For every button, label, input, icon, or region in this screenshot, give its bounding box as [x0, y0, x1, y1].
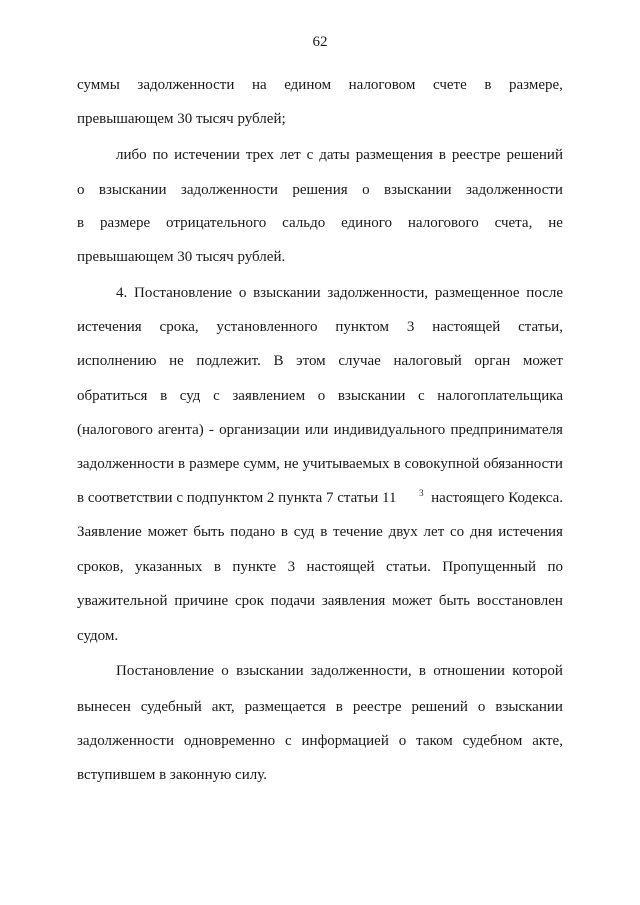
word: задолженности: [77, 456, 174, 472]
word: с: [213, 388, 220, 404]
word: истечения: [498, 524, 563, 540]
word: статьи.: [386, 559, 431, 575]
word: Постановление: [116, 663, 215, 679]
word: установленного: [216, 319, 318, 335]
word: даты: [319, 147, 350, 163]
word: размещенное: [434, 285, 520, 301]
word: взыскании: [495, 699, 563, 715]
word: счета,: [494, 215, 533, 231]
text-line: [77, 386, 563, 406]
word: вынесен: [77, 699, 131, 715]
word: решений: [411, 699, 468, 715]
word: Заявление: [77, 524, 142, 540]
word: задолженности: [465, 182, 563, 198]
word: задолженности: [137, 77, 235, 93]
word: настоящей: [306, 559, 375, 575]
word: в: [320, 524, 328, 540]
word: взыскании: [98, 182, 167, 198]
text-line: [116, 283, 563, 303]
word: по: [152, 147, 169, 163]
word: отношении: [433, 663, 505, 679]
word: быть: [438, 593, 471, 609]
word: срок: [234, 593, 264, 609]
text-line: [77, 351, 563, 371]
word: налоговом: [348, 77, 416, 93]
word: обратиться: [77, 388, 148, 404]
word: взыскании: [253, 285, 321, 301]
word: размере: [189, 456, 240, 472]
word: счете: [432, 77, 467, 93]
word: в: [393, 456, 401, 472]
word: с: [284, 733, 292, 749]
word: взыскании: [337, 388, 406, 404]
superscript: 3: [419, 488, 424, 498]
word: со: [450, 524, 465, 540]
word: учитываемых: [302, 456, 390, 472]
text-line: [77, 317, 563, 337]
word: налоговый: [393, 353, 462, 369]
text-line: [77, 697, 563, 717]
word: о: [317, 388, 326, 404]
word: истечении: [174, 147, 240, 163]
text-line: превышающем 30 тысяч рублей;: [77, 111, 286, 127]
word: лет: [279, 147, 301, 163]
word: на: [251, 77, 267, 93]
word: о: [477, 699, 486, 715]
word: В: [273, 353, 284, 369]
word: сумм,: [243, 456, 280, 472]
word: акте,: [532, 733, 563, 749]
word: которой: [512, 663, 563, 679]
word: Пропущенный: [442, 559, 537, 575]
word: указанных: [134, 559, 203, 575]
text-line: [77, 180, 563, 200]
word: Постановление: [134, 285, 233, 301]
word: в: [178, 456, 186, 472]
word: размещения: [355, 147, 433, 163]
word: в: [160, 388, 168, 404]
word: задолженности,: [310, 663, 412, 679]
word: в: [280, 524, 288, 540]
text-line: [77, 557, 563, 577]
word: размере: [99, 215, 151, 231]
word: заявлением: [232, 388, 306, 404]
word: единого: [341, 215, 393, 231]
word: о: [362, 182, 370, 198]
text-line: [77, 522, 563, 542]
word: (налогового: [77, 422, 153, 438]
word: судебный: [140, 699, 202, 715]
word: может: [522, 353, 563, 369]
word: этом: [296, 353, 326, 369]
word: настоящей: [432, 319, 501, 335]
word: совокупной: [404, 456, 480, 472]
word: подачи: [270, 593, 316, 609]
text-line: вступившем в законную силу.: [77, 767, 267, 783]
page-number: 62: [312, 34, 328, 50]
word: отрицательного: [166, 215, 267, 231]
word: быть: [193, 524, 225, 540]
word: организации: [219, 422, 300, 438]
word: о: [238, 285, 247, 301]
word: реестре: [352, 699, 402, 715]
word: в: [335, 699, 343, 715]
text-line: [116, 145, 563, 165]
word: индивидуального: [333, 422, 446, 438]
word: или: [304, 422, 329, 438]
text-line: [77, 731, 563, 751]
word: -: [208, 422, 214, 438]
word: сроков,: [77, 559, 124, 575]
word: акт,: [211, 699, 235, 715]
word: налогового: [407, 215, 479, 231]
word: взыскании: [236, 663, 304, 679]
word: о: [398, 733, 407, 749]
text-line: [116, 661, 563, 681]
text-line: [77, 591, 563, 611]
word: не: [283, 456, 299, 472]
word: размере,: [508, 77, 563, 93]
word: предпринимателя: [450, 422, 563, 438]
word: судебном: [462, 733, 523, 749]
word: сальдо: [282, 215, 326, 231]
word: заявления: [321, 593, 386, 609]
word: причине: [174, 593, 229, 609]
word: может: [147, 524, 188, 540]
text-line: [77, 75, 563, 95]
word: едином: [284, 77, 332, 93]
word: случае: [338, 353, 381, 369]
word: в: [77, 215, 85, 231]
word: течение: [333, 524, 383, 540]
word: пункте: [232, 559, 277, 575]
word: двух: [388, 524, 418, 540]
word: суд: [179, 388, 201, 404]
word: взыскании: [383, 182, 452, 198]
text-line-with-superscript: [77, 488, 563, 508]
word: трех: [245, 147, 275, 163]
word: дня: [469, 524, 493, 540]
word: с: [306, 147, 314, 163]
word: с: [418, 388, 425, 404]
word: задолженности: [77, 733, 174, 749]
word: после: [526, 285, 563, 301]
text-line: [77, 420, 563, 440]
word: обязанности: [483, 456, 563, 472]
word: подано: [230, 524, 276, 540]
word: задолженности: [180, 182, 278, 198]
word: размещается: [244, 699, 326, 715]
word: суд: [293, 524, 315, 540]
word: может: [392, 593, 433, 609]
word: 3: [406, 319, 415, 335]
text-line: [77, 454, 563, 474]
word: пунктом: [335, 319, 390, 335]
word: одновременно: [183, 733, 276, 749]
word: исполнению: [77, 353, 157, 369]
word: подлежит.: [196, 353, 261, 369]
word: по: [547, 559, 563, 575]
text-line: судом.: [77, 628, 119, 644]
word: восстановлен: [476, 593, 563, 609]
word: в: [418, 663, 426, 679]
word: информацией: [301, 733, 389, 749]
word: суммы: [77, 77, 120, 93]
word: решения: [292, 182, 348, 198]
text-line: [77, 213, 563, 233]
word: задолженности,: [327, 285, 429, 301]
line-tail: $^3$ настоящего Кодекса.: [419, 488, 563, 506]
word: о: [221, 663, 229, 679]
word: 3: [287, 559, 296, 575]
word: агента): [158, 422, 204, 438]
word: статьи,: [518, 319, 563, 335]
word: срока,: [159, 319, 199, 335]
word: решений: [506, 147, 563, 163]
text-line: превышающем 30 тысяч рублей.: [77, 249, 286, 265]
word: 4.: [116, 285, 128, 301]
word: либо: [116, 147, 147, 163]
word: о: [77, 182, 85, 198]
word: не: [169, 353, 184, 369]
word: налогоплательщика: [437, 388, 563, 404]
word: в: [484, 77, 492, 93]
word: не: [548, 215, 563, 231]
word: лет: [423, 524, 445, 540]
word: истечения: [77, 319, 142, 335]
word: таком: [416, 733, 453, 749]
word: уважительной: [77, 593, 168, 609]
word: в: [438, 147, 446, 163]
line-head: в соответствии с подпунктом 2 пункта 7 статьи 11: [77, 490, 397, 506]
word: в: [213, 559, 221, 575]
word: реестре: [451, 147, 501, 163]
word: орган: [474, 353, 511, 369]
